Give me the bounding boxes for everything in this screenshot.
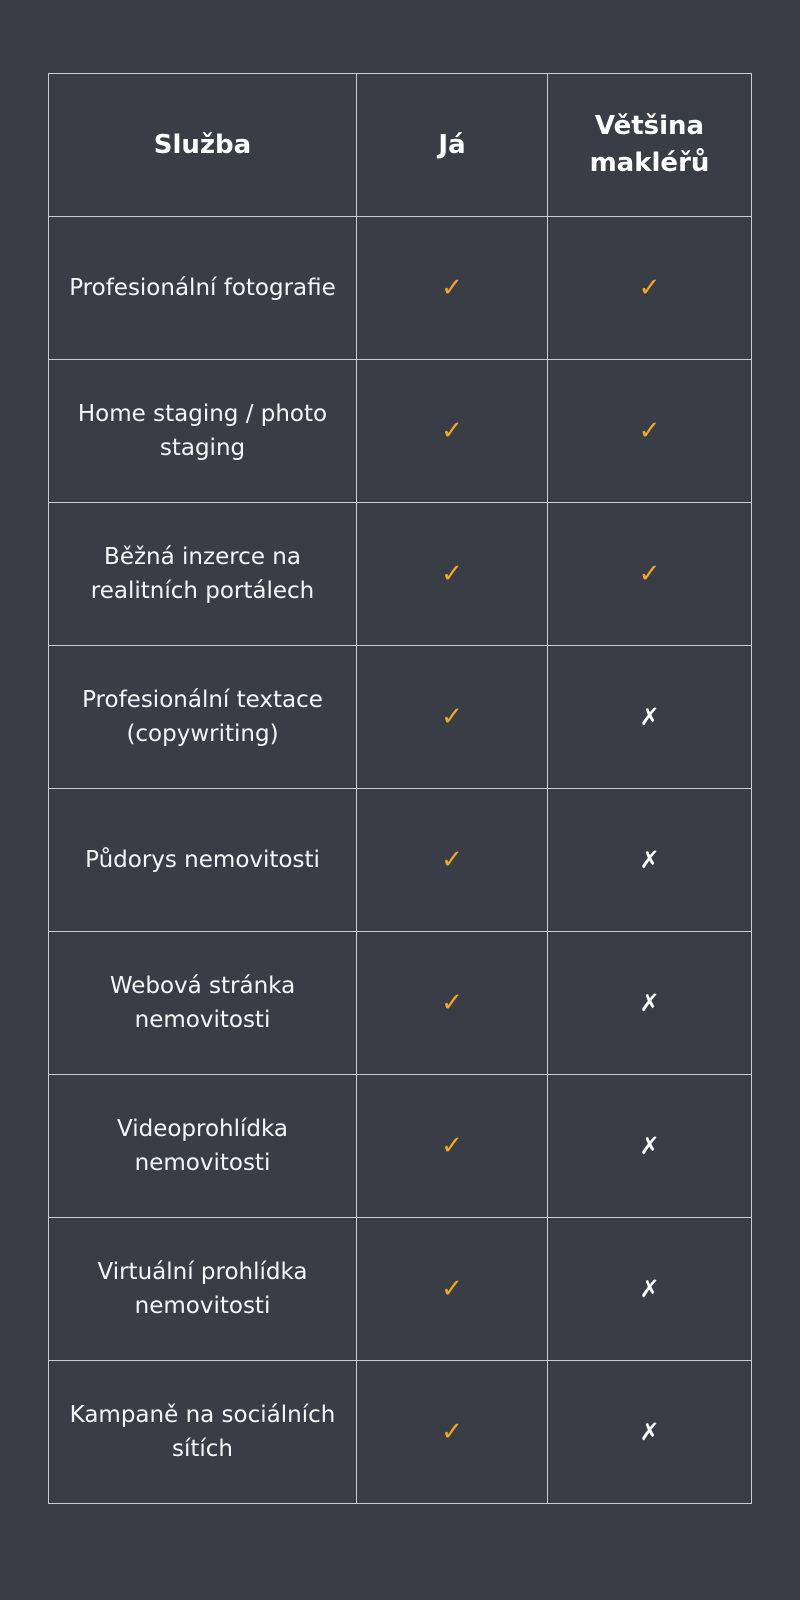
me-cell <box>357 1218 548 1361</box>
header-me: Já <box>357 74 548 217</box>
cross-icon: ✗ <box>639 1132 660 1160</box>
me-cell <box>357 932 548 1075</box>
check-icon: ✓ <box>441 702 463 732</box>
others-cell <box>548 217 752 360</box>
me-cell <box>357 360 548 503</box>
table-row <box>49 932 752 1075</box>
service-name: Kampaně na sociálních sítích <box>49 1361 357 1504</box>
others-cell <box>548 932 752 1075</box>
cross-icon: ✗ <box>639 703 660 731</box>
cross-icon: ✗ <box>639 846 660 874</box>
check-icon: ✓ <box>441 988 463 1018</box>
others-cell <box>548 503 752 646</box>
service-name: Profesionální fotografie <box>49 217 357 360</box>
me-cell <box>357 646 548 789</box>
table-row <box>49 217 752 360</box>
me-cell <box>357 503 548 646</box>
check-icon: ✓ <box>638 273 661 303</box>
others-cell <box>548 1218 752 1361</box>
me-cell <box>357 1361 548 1504</box>
cross-icon: ✗ <box>639 989 660 1017</box>
check-icon: ✓ <box>441 559 463 589</box>
service-name: Profesionální textace (copywriting) <box>49 646 357 789</box>
cross-icon: ✗ <box>639 1275 660 1303</box>
service-name: Virtuální prohlídka nemovitosti <box>49 1218 357 1361</box>
service-name: Webová stránka nemovitosti <box>49 932 357 1075</box>
check-icon: ✓ <box>441 1131 463 1161</box>
others-cell <box>548 360 752 503</box>
comparison-table <box>48 73 752 1504</box>
others-cell <box>548 789 752 932</box>
check-icon: ✓ <box>441 273 463 303</box>
table-row <box>49 1361 752 1504</box>
header-service: Služba <box>49 74 357 217</box>
service-name: Videoprohlídka nemovitosti <box>49 1075 357 1218</box>
others-cell <box>548 646 752 789</box>
table-row <box>49 503 752 646</box>
check-icon: ✓ <box>441 416 463 446</box>
me-cell <box>357 789 548 932</box>
service-name: Home staging / photo staging <box>49 360 357 503</box>
others-cell <box>548 1075 752 1218</box>
service-name: Běžná inzerce na realitních portálech <box>49 503 357 646</box>
table-row <box>49 789 752 932</box>
me-cell <box>357 1075 548 1218</box>
me-cell <box>357 217 548 360</box>
table-header-row <box>49 74 752 217</box>
check-icon: ✓ <box>638 416 661 446</box>
check-icon: ✓ <box>441 1274 463 1304</box>
table-row <box>49 1218 752 1361</box>
table-row <box>49 1075 752 1218</box>
header-others: Většina makléřů <box>548 74 752 217</box>
cross-icon: ✗ <box>639 1418 660 1446</box>
service-name: Půdorys nemovitosti <box>49 789 357 932</box>
check-icon: ✓ <box>638 559 661 589</box>
check-icon: ✓ <box>441 1417 463 1447</box>
table-row <box>49 360 752 503</box>
others-cell <box>548 1361 752 1504</box>
table-row <box>49 646 752 789</box>
check-icon: ✓ <box>441 845 463 875</box>
